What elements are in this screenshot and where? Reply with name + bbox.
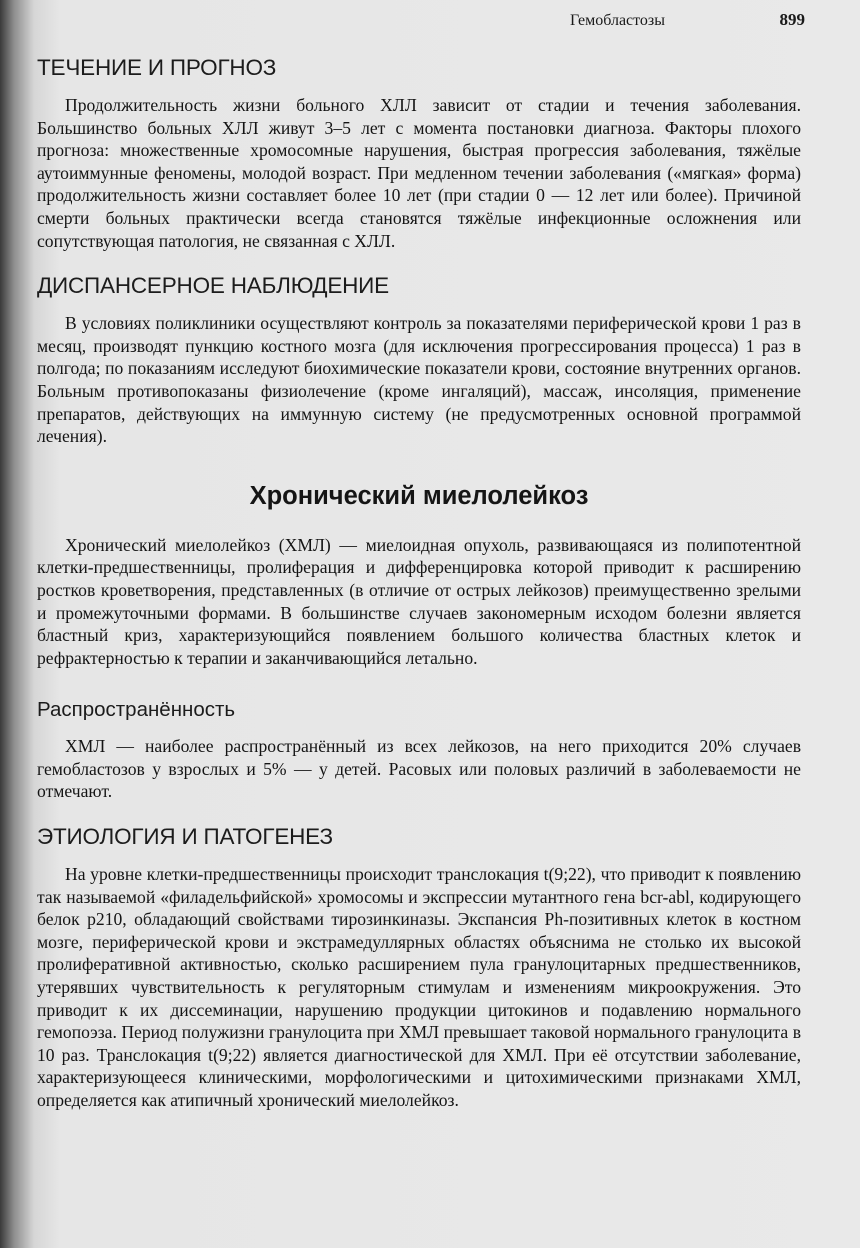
paragraph-followup: В условиях поликлиники осуществляют контроль за показателями периферической крови 1 раз в месяц, производят пункцию костного мозга (для исключения прогрессирования процесса) 1 раз в полгода; по показаниям исследуют биохимические показатели крови, состояние внутренних органов. Больным противопоказаны физиолечение (кроме ингаляций), массаж, инсоляция, применение препаратов, действующих на иммунную систему (не предусмотренных основной программой лечения). xyxy=(37,313,801,447)
section-heading-etiology: ЭТИОЛОГИЯ И ПАТОГЕНЕЗ xyxy=(37,824,333,850)
running-title: Гемобластозы xyxy=(569,12,665,29)
paragraph-chapter-intro: Хронический миелолейкоз (ХМЛ) — миелоидная опухоль, развивающаяся из полипотентной клетки-предшественницы, пролиферация и дифференцировка которой приводит к расширению ростков кроветворения, представленных (в отличие от острых лейкозов) преимущественно зрелыми и промежуточными формами. В большинстве случаев закономерным исходом болезни является бластный криз, характеризующийся появлением большого количества бластных клеток и рефрактерностью к терапии и заканчивающийся летально. xyxy=(37,534,801,668)
section-heading-course: ТЕЧЕНИЕ И ПРОГНОЗ xyxy=(37,55,277,80)
paragraph-prevalence: ХМЛ — наиболее распространённый из всех лейкозов, на него приходится 20% случаев гемобластозов у взрослых и 5% — у детей. Расовых или половых различий в заболеваемости не отмечают. xyxy=(37,736,801,802)
paragraph-course: Продолжительность жизни больного ХЛЛ зависит от стадии и течения заболевания. Большинство больных ХЛЛ живут 3–5 лет с момента постановки диагноза. Факторы плохого прогноза: множественные хромосомные нарушения, быстрая прогрессия заболевания, тяжёлые аутоиммунные феномены, молодой возраст. При медленном течении заболевания («мягкая» форма) продолжительность жизни составляет более 10 лет (при стадии 0 — 12 лет или более). Причиной смерти больных практически всегда становятся тяжёлые инфекционные осложнения или сопутствующая патология, не связанная с ХЛЛ. xyxy=(37,95,801,251)
page-content xyxy=(37,52,801,1112)
section-heading-followup: ДИСПАНСЕРНОЕ НАБЛЮДЕНИЕ xyxy=(37,273,389,299)
chapter-title: Хронический миелолейкоз xyxy=(249,481,589,510)
page-header xyxy=(40,10,805,32)
page-number: 899 xyxy=(779,10,805,29)
paragraph-etiology: На уровне клетки-предшественницы происходит транслокация t(9;22), что приводит к появлению так называемой «филадельфийской» хромосомы и экспрессии мутантного гена bcr-abl, кодирующего белок p210, обладающий свойствами тирозинкиназы. Экспансия Ph-позитивных клеток в костном мозге, периферической крови и экстрамедуллярных областях объяснима не столько их высокой пролиферативной активностью, сколько расширением пула гранулоцитарных предшественников, утерявших чувствительность к регуляторным стимулам и изменениям микроокружения. Это приводит к их диссеминации, нарушению продукции цитокинов и подавлению нормального гемопоэза. Период полужизни гранулоцита при ХМЛ превышает таковой нормального гранулоцита в 10 раз. Транслокация t(9;22) является диагностической для ХМЛ. При её отсутствии заболевание, характеризующееся клиническими, морфологическими и цитохимическими признаками ХМЛ, определяется как атипичный хронический миелолейкоз. xyxy=(37,864,801,1110)
subsection-heading-prevalence: Распространённость xyxy=(37,698,236,722)
